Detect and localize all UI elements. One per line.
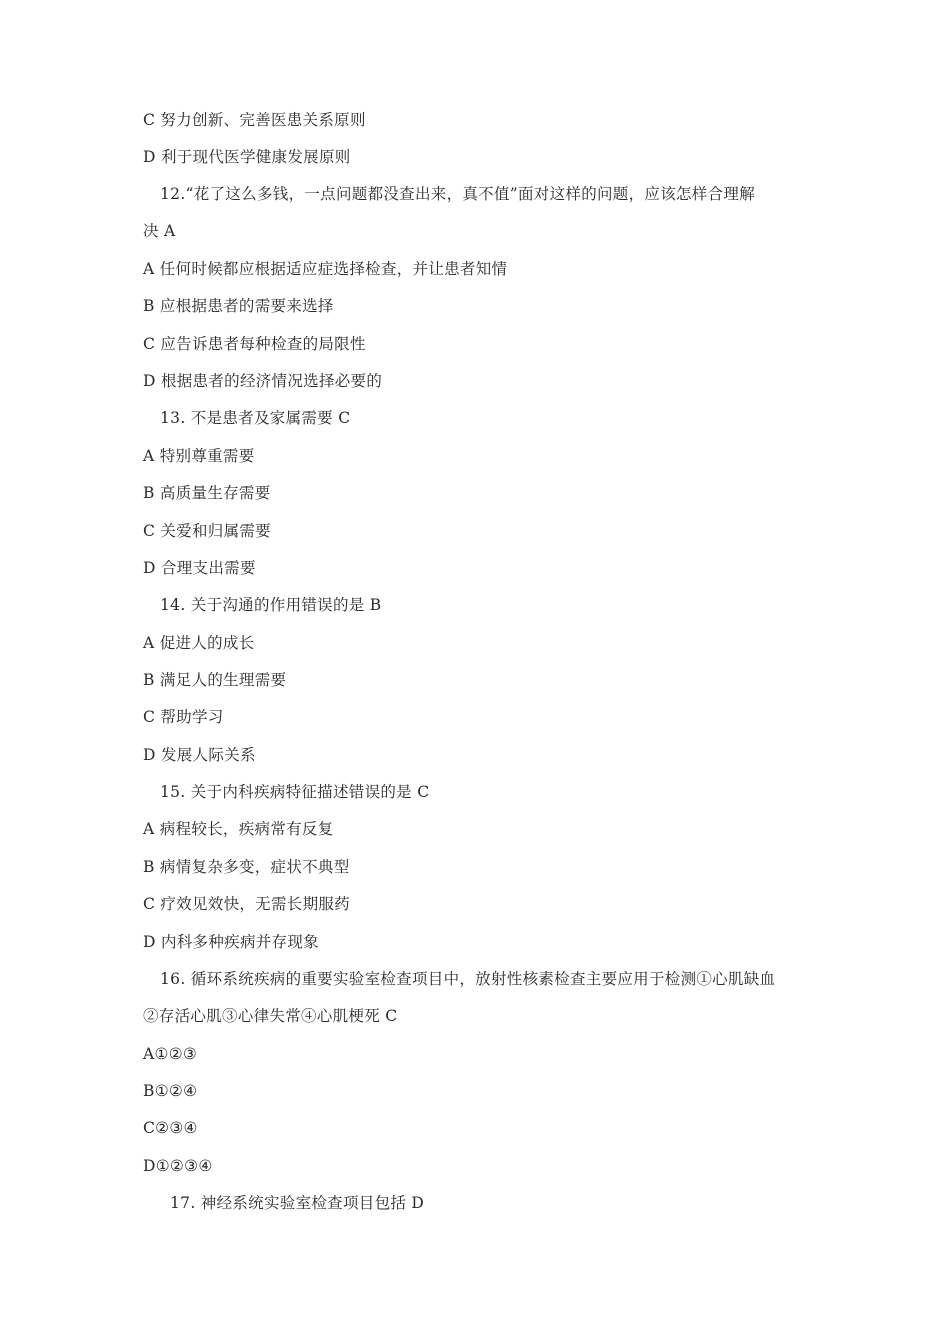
option-b-q14: B 满足人的生理需要 [143, 671, 287, 689]
option-b-q13: B 高质量生存需要 [143, 484, 271, 502]
option-d-q14: D 发展人际关系 [143, 746, 256, 764]
option-d-q11: D 利于现代医学健康发展原则 [143, 148, 351, 166]
question-12-text: 12.“花了这么多钱，一点问题都没查出来，真不值”面对这样的问题，应该怎样合理解 [160, 185, 756, 203]
option-a-q14: A 促进人的成长 [143, 634, 255, 652]
option-a-q16: A①②③ [143, 1045, 198, 1063]
option-c-q12: C 应告诉患者每种检查的局限性 [143, 335, 366, 353]
option-c-q15: C 疗效见效快，无需长期服药 [143, 895, 350, 913]
question-13-text: 13. 不是患者及家属需要 C [160, 409, 351, 427]
question-16-text: 16. 循环系统疾病的重要实验室检查项目中，放射性核素检查主要应用于检测①心肌缺血 [160, 970, 776, 988]
option-b-q16: B①②④ [143, 1082, 198, 1100]
option-c-q13: C 关爱和归属需要 [143, 522, 271, 540]
option-a-q13: A 特别尊重需要 [143, 447, 255, 465]
option-b-q12: B 应根据患者的需要来选择 [143, 297, 334, 315]
option-d-q16: D①②③④ [143, 1157, 213, 1175]
option-d-q15: D 内科多种疾病并存现象 [143, 933, 319, 951]
question-17-text: 17. 神经系统实验室检查项目包括 D [170, 1194, 425, 1212]
option-c-q16: C②③④ [143, 1119, 198, 1137]
option-a-q12: A 任何时候都应根据适应症选择检查，并让患者知情 [143, 260, 508, 278]
option-c-q14: C 帮助学习 [143, 708, 224, 726]
question-12-continuation: 决 A [143, 222, 176, 240]
question-16-continuation: ②存活心肌③心律失常④心肌梗死 C [143, 1007, 398, 1025]
option-d-q13: D 合理支出需要 [143, 559, 256, 577]
option-d-q12: D 根据患者的经济情况选择必要的 [143, 372, 383, 390]
question-15-text: 15. 关于内科疾病特征描述错误的是 C [160, 783, 430, 801]
option-a-q15: A 病程较长，疾病常有反复 [143, 820, 334, 838]
option-b-q15: B 病情复杂多变，症状不典型 [143, 858, 350, 876]
question-14-text: 14. 关于沟通的作用错误的是 B [160, 596, 382, 614]
option-c-q11: C 努力创新、完善医患关系原则 [143, 111, 366, 129]
